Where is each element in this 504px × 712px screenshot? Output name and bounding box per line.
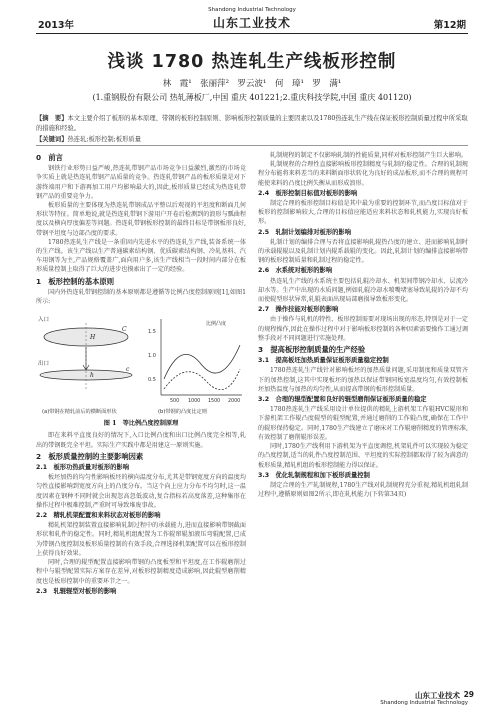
header-rule (36, 33, 468, 34)
figure-1-caption: 图 1 等比例凸度控制原理 (103, 420, 179, 428)
x-tick: 1500 (208, 399, 221, 405)
paragraph: 板坯加热的均匀性影响板坯的横向温度分布,尤其是带钢宽度方向的温度均匀性直接影响到宽度方向上的凸度分布。当这个向上应力分布不均匀时,这一温度因素在钢种不同时就会出现忽高忽低波动,复合指标若高度落差,这种集形在操作过程中极难控制,严重时可导致堆废事故。 (36, 474, 246, 509)
paragraph: 精轧机架控制装置直接影响轧制过程中的承载能力,进而直接影响带钢截面形状和轧件的稳定性。同时,精轧机组配置为工作辊窜辊加液压弯辊配置,已成为带钢凸度控制及板形质量控制的有效手段,合理选择机架配置可以在板形控制上获得良好效果。 (36, 522, 246, 557)
paragraph: 1780热连轧生产线针对影响板坯的加热质量问题,采用制度和质量双管齐下的加热控制,这其中实现板坯的加热以保证带钢同板宽温度均匀,有效控制板坯加热温度与加热的均匀性,从而提高带钢的板形控制质量。 (258, 367, 468, 393)
article-title: 浅谈 1780 热连轧生产线板形控制 (107, 52, 397, 72)
label-entry: 入口 (38, 317, 50, 324)
footer-journal-en: Shandong Industrial Technology (380, 700, 468, 706)
paragraph: 国内外热连轧带钢控制的基本原则都是遵循等比例凸度控制原则[1],如图1所示: (36, 288, 246, 306)
left-column (36, 151, 246, 597)
paragraph: 轧制计划的编排合理与否将直接影响轧辊热凸度的建立、进而影响轧制时的承载辊辊以及轧制计划内辊系载辊的变化。因此,轧制计划的编排直接影响带钢的板形控制质量和轧制过程的稳定性。 (258, 238, 468, 265)
section-heading: 1 板形控制的基本原则 (36, 276, 115, 286)
subsection-heading: 2.6 水系统对板形的影响 (258, 267, 333, 275)
subsection-heading: 2.4 板形控制目标值对板形的影响 (258, 189, 358, 197)
paragraph: 由于操作与轧机的特性、板形控制需要对现场出现的形态,特别是对于一定的规程操作,因此在操作过程中对于影响板形控制的各种因素需要操作工通过调整手段对不同问题进行实施处理。 (258, 316, 468, 342)
header-issue: 第12期 (433, 20, 466, 31)
subsection-heading: 2.3 轧辊辊型对板形的影响 (36, 587, 117, 595)
subcaption-b: (b)带钢的凸度比定则 (158, 409, 207, 416)
curve-upper (164, 345, 240, 379)
page-footer (0, 690, 504, 712)
label-h: h (90, 372, 94, 380)
keywords-text: 热连轧;板形控制;板形质量 (67, 136, 141, 143)
keywords-rule (36, 145, 468, 146)
abstract-label: 【摘 要】 (36, 115, 68, 122)
crown-ratio-chart (148, 319, 242, 404)
paragraph: 制定合理的生产轧制规程,1780生产线对轧制规程充分重视,精轧机组轧制过程中,遵循原则如图2所示,即在轧机能力(下转第34页) (258, 481, 468, 499)
header-journal-cn: 山东工业技术 (212, 16, 291, 30)
paragraph: 1780热连轧生产线采用设计单位提供的精轧上游机架工作辊HVC辊形和下游机架工作辊凸度辊型的辊型配置,并通过磨削的工作辊凸度,确保在工作中的辊形保持稳定。同时,1780生产线建立了磨床对工作辊磨削精度的管理标准,有效控制了磨削辊形误差。 (258, 406, 468, 441)
subsection-heading: 2.7 操作技能对板形的影响 (258, 306, 339, 314)
paragraph: 同时,合理的辊型配置直接影响带钢的凸度板型和平坦度,在工作辊磨削过程中与辊型配置实际方案存在差异,对板形控制精度造成影响,因此辊型磨削精度也是板形控制中的重要环节之一。 (36, 559, 246, 585)
header-journal-en: Shandong Industrial Technology (208, 7, 296, 13)
section-heading: 2 板形质量控制的主要影响因素 (36, 451, 144, 461)
label-H: H (90, 334, 96, 342)
y-tick: 1.0 (148, 353, 156, 360)
article-authors: 林 霞¹ 张丽萍² 罗云波¹ 何 璋¹ 罗 满¹ (162, 79, 342, 89)
subsection-heading: 2.1 板形功热质量对板形的影响 (36, 464, 130, 472)
x-tick: 2000 (228, 399, 241, 405)
paragraph: 即在来料平直度良好的情况下,入口比例凸度和出口比例凸度完全相等,轧出的带钢既完全平坦。实际生产实践中都是用建这一原则实施。 (36, 432, 246, 449)
figure-1-drawing (36, 309, 246, 417)
y-tick: 0.5 (148, 377, 156, 384)
paragraph: 板形质量的主要体现为热连轧带钢成品平整以后观视的平坦度和断面几何形状等特征。简单地说,就是热连轧带钢下游用户开卷后检测到的浪形与瓢曲程度以及横向厚度偏差等问题。热连轧带钢板形控制的最终目标是带钢板形良好,带钢平坦度与边部凸度的要求。 (36, 202, 246, 237)
curve-lower (164, 369, 240, 390)
page-header (0, 0, 504, 36)
right-column (258, 151, 468, 499)
paragraph: 轧制规程的合理性直接影响板形控制精度与轧制的稳定性。合理的轧制规程分布能将来料差当的来料断面形状转化为良好的成品板形,而不合理的规程可能使来料的凸度比例失衡从而形成浪形。 (258, 161, 468, 187)
section-heading: 3 提高板形控制质量的生产经验 (258, 345, 366, 355)
footer-journal-cn: 山东工业技术 (415, 691, 460, 700)
abstract (36, 114, 468, 133)
subcaption-a: (a)带钢在精轧前后的横断面形状 (42, 409, 117, 416)
section-heading: 0 前言 (36, 153, 63, 162)
paragraph: 钢铁行业形势日益严峻,热连轧带钢产品市场竞争日益激烈,激烈的市场竞争实质上就是热连轧带钢产品质量的竞争。热连轧带钢产品的板形质量是对下游终端用户和下游再加工用户均影响最大的,因此,板形质量已经成为热连轧带钢产品的重要竞争力。 (36, 165, 246, 200)
cross-section-diagram (38, 315, 132, 389)
label-C: C (122, 326, 127, 334)
paragraph: 制定合理的板形控制目标值是其中最为重要的控制环节,而凸度目标值对于板形的控制影响较大,合理的目标值应能适应来料状态和轧机能力,实现良好板形。 (258, 200, 468, 226)
subsection-heading: 2.5 轧制计划编排对板形的影响 (258, 228, 352, 236)
label-c: c (126, 366, 130, 374)
figure-1 (36, 309, 246, 417)
keywords-label: 【关键词】 (36, 136, 68, 143)
keywords (36, 134, 468, 143)
paragraph: 热连轧生产线的水系统主要包括轧辊冷却水、机架间带钢冷却水、层流冷却水等。生产中出现的水质问题,例如轧辊冷却水喷嘴堵塞导致轧辊的冷却不均而使辊型形状异常,轧辊表面出现局部磨损导致板形变化。 (258, 277, 468, 304)
subsection-heading: 3.3 优化轧制规程和加下板形质量控制 (258, 471, 370, 479)
x-tick: 500 (170, 399, 180, 405)
page-number: 29 (463, 690, 474, 699)
paragraph: 1780热连轧生产线是一条重固内先进水平的热连轧生产线,装备系统一体的生产线。该生产线以生产普通碳素结构钢、优质碳素结构钢、冷轧基料、汽车用钢等为主,产品规格覆盖广,面向用户多,该生产线相当一段时间内部分在板形质量控制上取得了巨大的进步也摸索出了一定的经验。 (36, 238, 246, 274)
subsection-heading: 3.1 提高板坯加热质量保证板形质量稳定控制 (258, 357, 389, 365)
paragraph: 同时,1780生产线利用下游机架为平直度调控,机架轧件可以实现较为稳定的凸度控制,适当的轧件凸度控制范围、平坦度的实际控制都取得了较为满意的板形质量,精轧机组的板形控制能力得以保证。 (258, 443, 468, 469)
paragraph: 轧制规程的制定不仅影响轧制的性能质量,同样对板形控制产生巨大影响。 (270, 152, 467, 159)
header-year: 2013年 (38, 20, 74, 31)
abstract-text: 本文主要介绍了板形的基本原理、带钢的板形控制原则、影响板形控制质量的主要因素以及1780热连轧生产线在保证板形控制质量过程中所采取的措施和经验。 (36, 115, 468, 132)
article-affiliation: (1.重钢股份有限公司 热轧薄板厂,中国 重庆 401221;2.重庆科技学院,中国 重庆 401120) (92, 93, 412, 102)
chart-legend: 比例凸度 (206, 321, 227, 328)
subsection-heading: 3.2 合理的辊型配置和良好的辊型磨削保证板形质量的稳定 (258, 396, 427, 404)
subsection-heading: 2.2 精轧机架配置和来料状态对板形的影响 (36, 512, 161, 520)
y-tick: 1.5 (148, 329, 156, 336)
x-tick: 1000 (188, 399, 201, 405)
label-exit: 出口 (38, 361, 50, 368)
